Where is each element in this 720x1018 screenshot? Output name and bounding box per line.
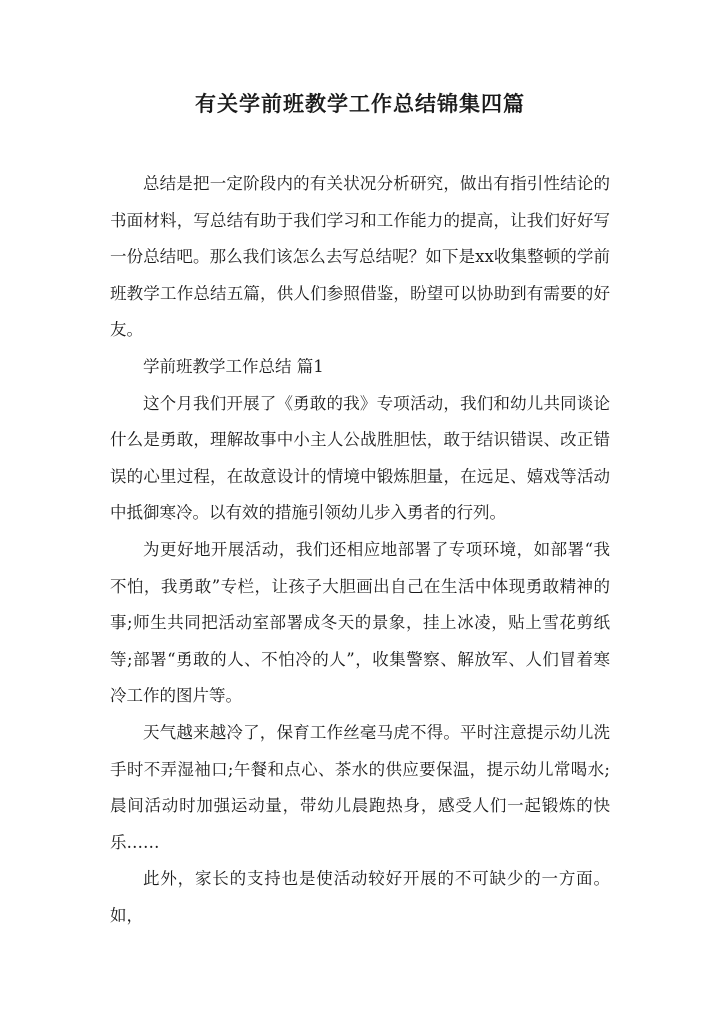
body-paragraph: 天气越来越冷了，保育工作丝毫马虎不得。平时注意提示幼儿洗手时不弄湿袖口;午餐和点心、茶水的供应要保温，提示幼儿常喝水;晨间活动时加强运动量，带幼儿晨跑热身，感受人们一起锻炼的快乐…… [110, 722, 610, 852]
intro-paragraph: 总结是把一定阶段内的有关状况分析研究，做出有指引性结论的书面材料，写总结有助于我们学习和工作能力的提高，让我们好好写一份总结吧。那么我们该怎么去写总结呢？如下是xx收集整顿的学前班教学工作总结五篇，供人们参照借鉴，盼望可以协助到有需要的好友。 [110, 174, 610, 340]
document-body [110, 166, 610, 934]
body-paragraph: 为更好地开展活动，我们还相应地部署了专项环境，如部署“我不怕，我勇敢”专栏，让孩子大胆画出自己在生活中体现勇敢精神的事;师生共同把活动室部署成冬天的景象，挂上冰凌，贴上雪花剪纸等;部署“勇敢的人、不怕冷的人”，收集警察、解放军、人们冒着寒冷工作的图片等。 [110, 539, 610, 706]
section-heading: 学前班教学工作总结 篇1 [143, 356, 324, 376]
body-paragraph: 此外，家长的支持也是使活动较好开展的不可缺少的一方面。如， [110, 869, 610, 925]
body-paragraph: 这个月我们开展了《勇敢的我》专项活动，我们和幼儿共同谈论什么是勇敢，理解故事中小主人公战胜胆怯，敢于结识错误、改正错误的心里过程，在故意设计的情境中锻炼胆量，在远足、嬉戏等活动中抵御寒冷。以有效的措施引领幼儿步入勇者的行列。 [110, 393, 610, 523]
document-title: 有关学前班教学工作总结锦集四篇 [195, 91, 525, 116]
